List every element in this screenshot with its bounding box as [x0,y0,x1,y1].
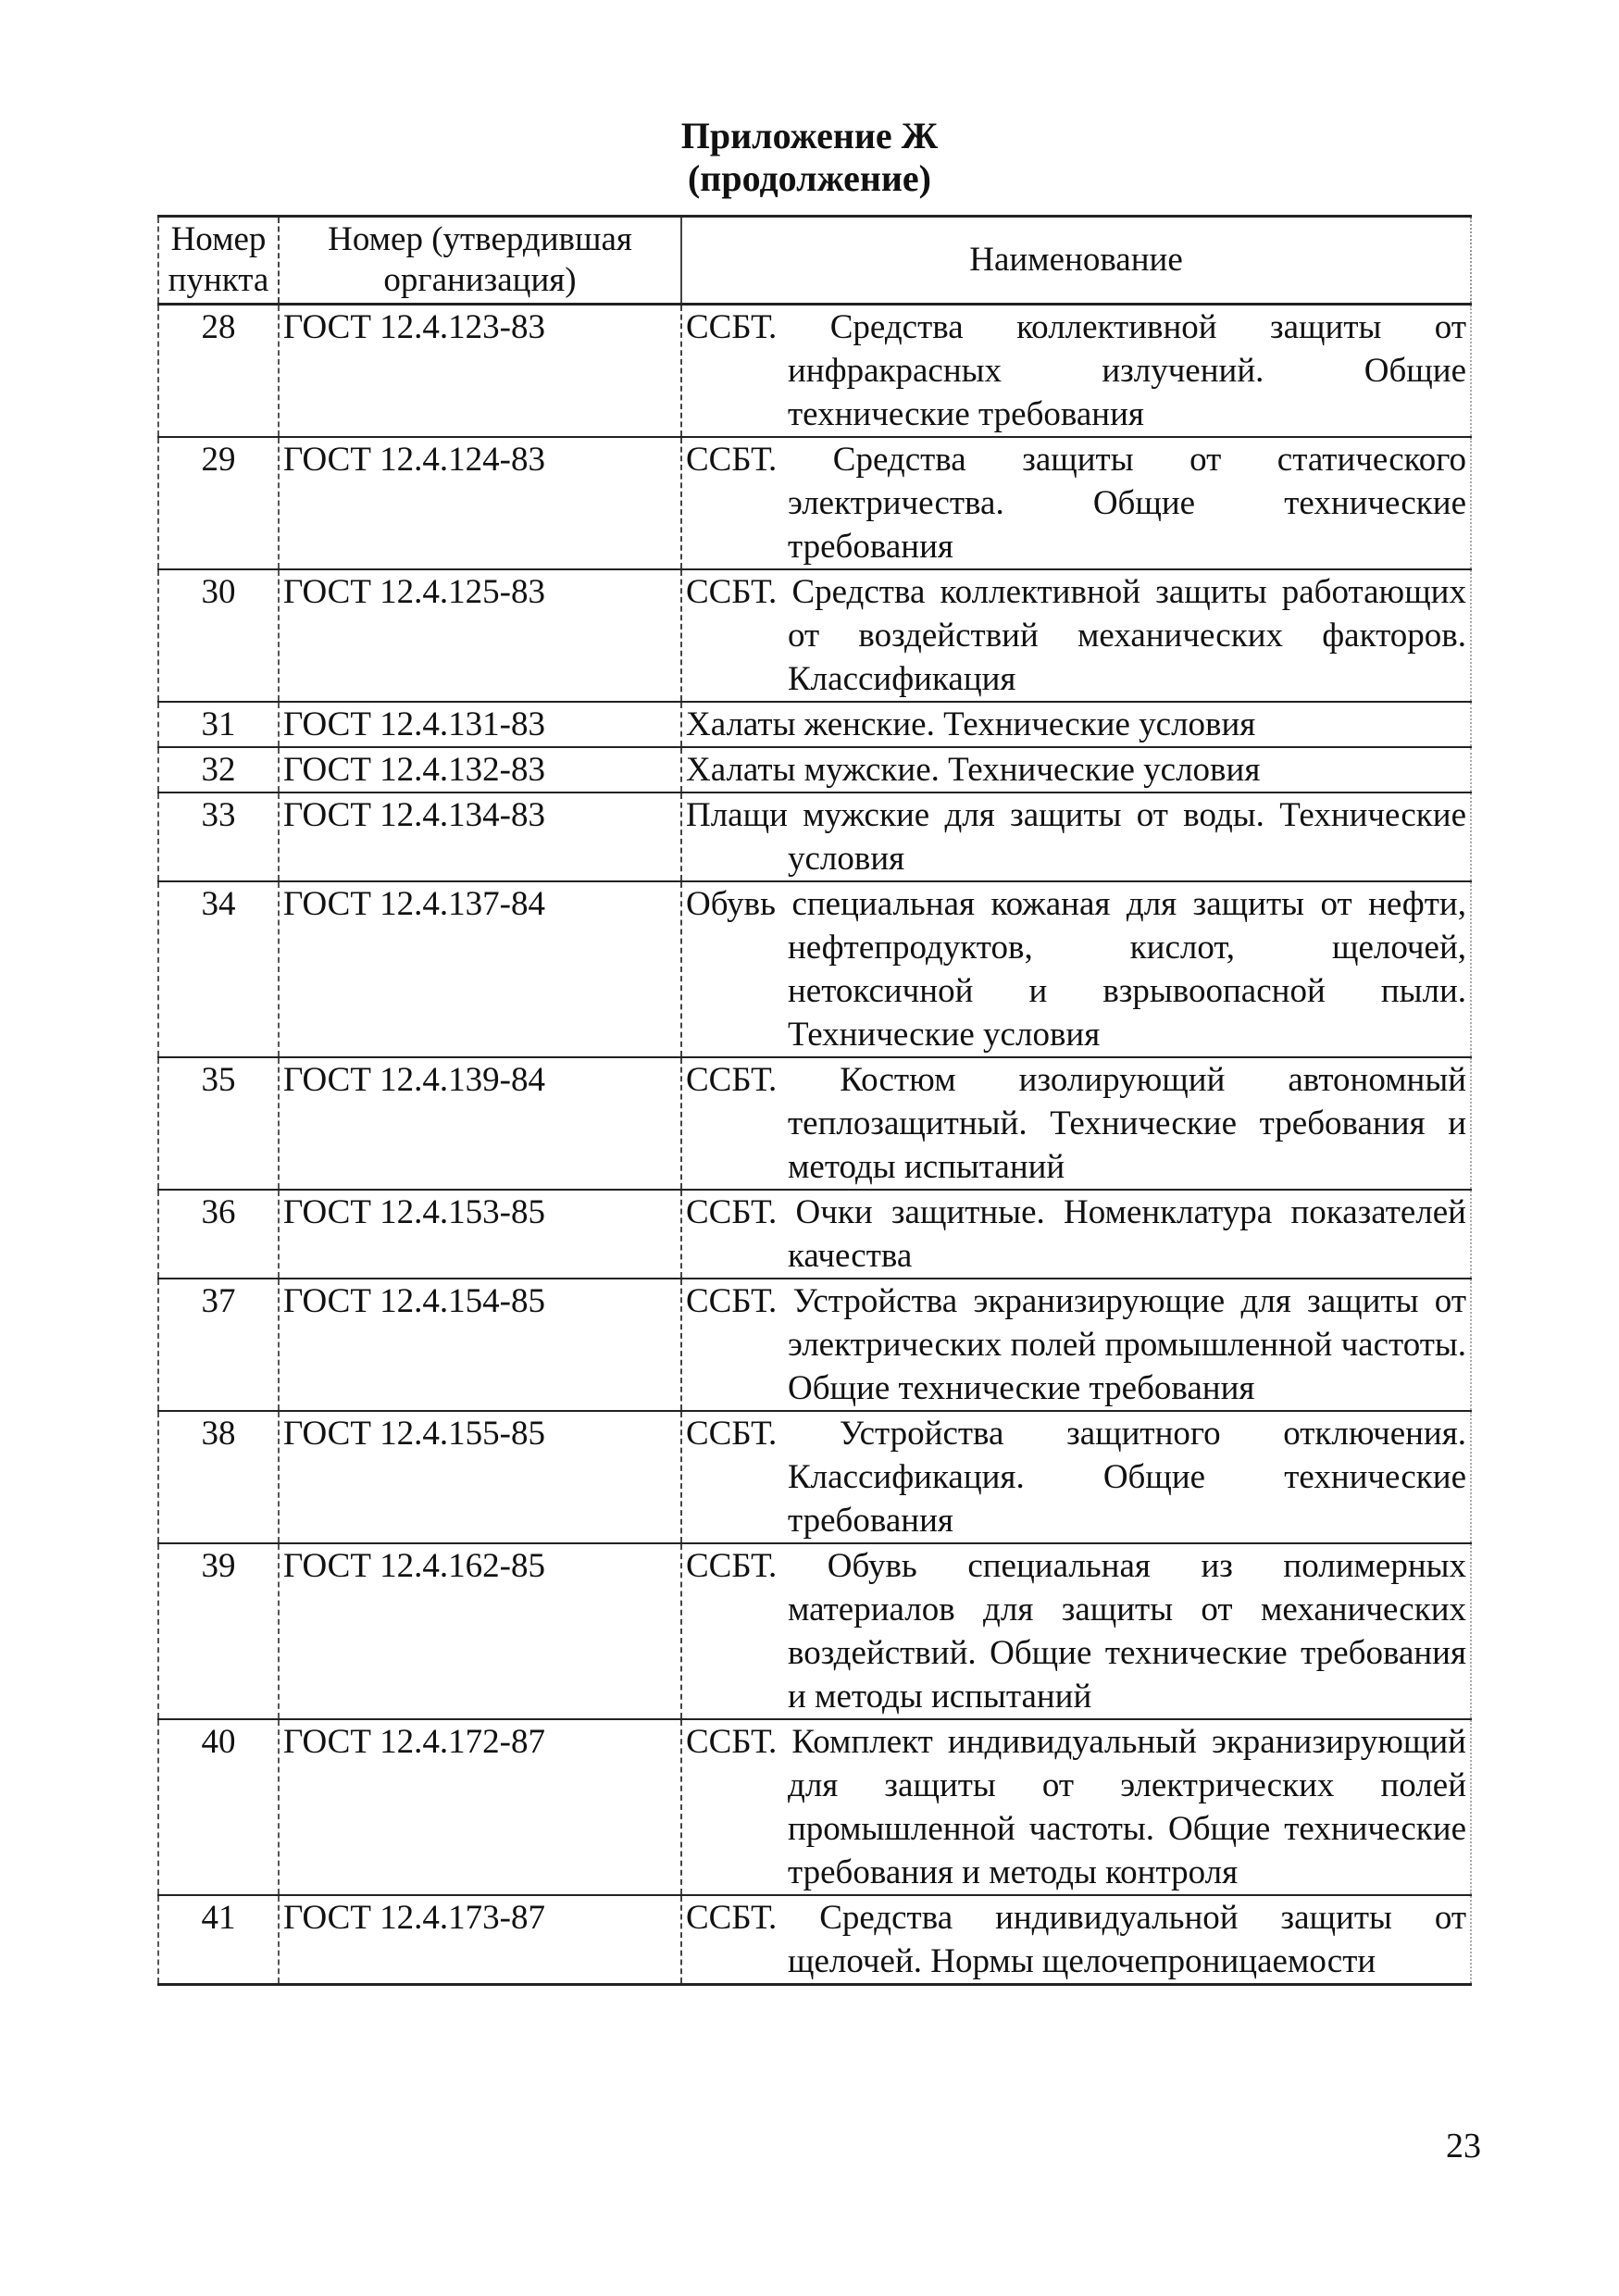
row-name: Халаты мужские. Технические условия [686,751,1261,789]
row-name-cell [681,747,1471,792]
table-row [158,1719,1471,1895]
table-row [158,881,1471,1057]
column-header-document: Номер (утвердившая организация) [279,217,681,305]
row-document: ГОСТ 12.4.153-85 [279,1190,681,1279]
row-name-cell [681,1895,1471,1985]
row-name: Плащи мужские для защиты от воды. Технические условия [686,796,1466,878]
row-name-cell [681,702,1471,747]
row-number: 39 [158,1543,279,1719]
table-row [158,1279,1471,1411]
column-header-name: Наименование [681,217,1471,305]
row-number: 28 [158,305,279,438]
row-document: ГОСТ 12.4.131-83 [279,702,681,747]
row-name-cell [681,1190,1471,1279]
row-document: ГОСТ 12.4.162-85 [279,1543,681,1719]
row-name-cell [681,1411,1471,1543]
standards-table [157,215,1472,1986]
column-header-number: Номер пункта [158,217,279,305]
row-number: 35 [158,1057,279,1190]
row-name: Обувь специальная кожаная для защиты от нефти, нефтепродуктов, кислот, щелочей, нетоксичной и взрывоопасной пыли. Технические условия [686,885,1466,1054]
table-row [158,702,1471,747]
table-row [158,1411,1471,1543]
table-row [158,1190,1471,1279]
row-number: 30 [158,569,279,702]
row-number: 36 [158,1190,279,1279]
row-name-cell [681,437,1471,569]
row-name: ССБТ. Средства индивидуальной защиты от щелочей. Нормы щелочепроницаемости [686,1899,1466,1980]
row-number: 38 [158,1411,279,1543]
row-name: ССБТ. Костюм изолирующий автономный теплозащитный. Технические требования и методы испытаний [686,1061,1466,1186]
table-row [158,305,1471,438]
row-number: 41 [158,1895,279,1985]
row-name: ССБТ. Очки защитные. Номенклатура показателей качества [686,1193,1466,1275]
row-name-cell [681,1543,1471,1719]
table-row [158,437,1471,569]
row-name: ССБТ. Средства защиты от статического электричества. Общие технические требования [686,441,1466,566]
row-number: 33 [158,792,279,881]
row-document: ГОСТ 12.4.172-87 [279,1719,681,1895]
row-name: ССБТ. Средства коллективной защиты от инфракрасных излучений. Общие технические требования [686,308,1466,433]
row-document: ГОСТ 12.4.173-87 [279,1895,681,1985]
row-name-cell [681,881,1471,1057]
row-name: ССБТ. Средства коллективной защиты работающих от воздействий механических факторов. Классификация [686,573,1466,698]
row-name-cell [681,1057,1471,1190]
row-number: 40 [158,1719,279,1895]
row-document: ГОСТ 12.4.125-83 [279,569,681,702]
row-number: 29 [158,437,279,569]
row-name-cell [681,569,1471,702]
table-row [158,792,1471,881]
row-number: 34 [158,881,279,1057]
table-row [158,1543,1471,1719]
table-row [158,569,1471,702]
row-name-cell [681,1279,1471,1411]
row-document: ГОСТ 12.4.137-84 [279,881,681,1057]
annex-subtitle: (продолжение) [687,157,931,199]
row-name-cell [681,1719,1471,1895]
row-name-cell [681,305,1471,438]
row-name: ССБТ. Комплект индивидуальный экранизирующий для защиты от электрических полей промышленной частоты. Общие технические требования и методы контроля [686,1723,1466,1891]
row-name: ССБТ. Устройства экранизирующие для защиты от электрических полей промышленной частоты. Общие технические требования [686,1282,1466,1407]
table-row [158,1057,1471,1190]
row-document: ГОСТ 12.4.132-83 [279,747,681,792]
row-document: ГОСТ 12.4.154-85 [279,1279,681,1411]
row-name: Халаты женские. Технические условия [686,705,1256,743]
row-number: 37 [158,1279,279,1411]
row-number: 31 [158,702,279,747]
row-name: ССБТ. Обувь специальная из полимерных материалов для защиты от механических воздействий. Общие технические требования и методы испытаний [686,1547,1466,1716]
row-document: ГОСТ 12.4.155-85 [279,1411,681,1543]
row-name-cell [681,792,1471,881]
annex-title: Приложение Ж [680,115,939,156]
row-document: ГОСТ 12.4.124-83 [279,437,681,569]
row-name: ССБТ. Устройства защитного отключения. Классификация. Общие технические требования [686,1415,1466,1540]
table-header-row [158,217,1471,305]
row-document: ГОСТ 12.4.139-84 [279,1057,681,1190]
row-document: ГОСТ 12.4.134-83 [279,792,681,881]
table-row [158,1895,1471,1985]
page-number: 23 [1446,2127,1481,2165]
table-row [158,747,1471,792]
row-number: 32 [158,747,279,792]
row-document: ГОСТ 12.4.123-83 [279,305,681,438]
